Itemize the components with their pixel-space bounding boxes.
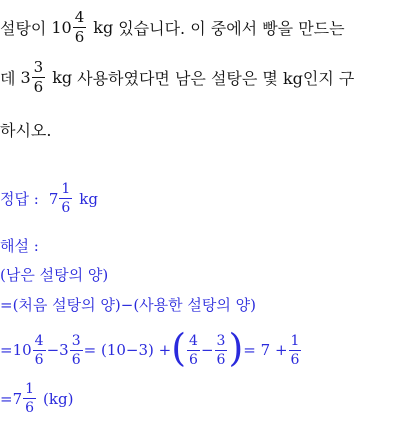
minus-sign: − <box>200 341 214 359</box>
answer-fraction <box>59 182 72 215</box>
fraction <box>33 334 46 367</box>
question-line-1 <box>0 10 345 45</box>
fraction-numerator: 1 <box>290 332 300 349</box>
fraction <box>73 10 87 45</box>
fraction-denominator: 6 <box>34 351 44 368</box>
fraction-numerator: 4 <box>74 8 85 26</box>
explanation-equation <box>0 326 302 370</box>
fraction-denominator: 6 <box>61 200 71 216</box>
mixed-number-whole: 3 <box>59 341 69 359</box>
fraction-numerator: 3 <box>71 332 81 349</box>
unit: kg <box>52 68 73 87</box>
question-text: 데 <box>0 69 16 88</box>
mixed-number-whole: 10 <box>51 18 72 37</box>
fraction <box>289 334 302 367</box>
final-fraction <box>23 382 36 415</box>
answer-whole: 7 <box>48 189 59 208</box>
fraction-denominator: 6 <box>74 28 85 46</box>
question-text: 사용하였다면 남은 설탕은 몇 kg인지 구 <box>77 69 355 88</box>
fraction <box>32 60 46 95</box>
fraction-numerator: 4 <box>189 332 198 349</box>
explanation-line-1 <box>0 264 108 285</box>
mixed-number-whole: 10 <box>12 341 32 359</box>
equals-sign: = <box>0 341 13 359</box>
fraction <box>187 334 200 367</box>
fraction-numerator: 1 <box>61 181 71 197</box>
question-text: 설탕이 <box>0 19 47 38</box>
fraction-denominator: 6 <box>25 400 35 416</box>
answer-unit: kg <box>79 189 98 208</box>
answer-line <box>0 182 98 215</box>
right-paren: ) <box>228 326 244 370</box>
explanation-line-2 <box>0 294 256 315</box>
question-line-3 <box>0 118 51 141</box>
equation-text: = (10−3) + <box>83 341 172 359</box>
left-paren: ( <box>171 326 187 370</box>
final-unit: (kg) <box>43 389 74 408</box>
explanation-text: =(처음 설탕의 양)−(사용한 설탕의 양) <box>0 296 256 314</box>
fraction <box>70 334 83 367</box>
mixed-number-whole: 3 <box>20 68 31 87</box>
question-text: 있습니다. 이 중에서 빵을 만드는 <box>118 19 345 38</box>
fraction-denominator: 6 <box>216 351 226 368</box>
minus-sign: − <box>46 341 60 359</box>
equals-sign: = <box>0 389 13 408</box>
fraction-denominator: 6 <box>71 351 81 368</box>
unit: kg <box>93 18 114 37</box>
equation-text: = 7 + <box>243 341 288 359</box>
fraction-denominator: 6 <box>290 351 300 368</box>
explanation-label-line <box>0 235 39 256</box>
answer-label: 정답 : <box>0 190 39 208</box>
fraction <box>215 334 228 367</box>
explanation-text: (남은 설탕의 양) <box>0 266 109 284</box>
question-text: 하시오. <box>0 121 52 140</box>
explanation-final <box>0 382 73 415</box>
fraction-denominator: 6 <box>189 351 198 368</box>
fraction-numerator: 4 <box>34 332 44 349</box>
fraction-numerator: 3 <box>216 332 226 349</box>
fraction-denominator: 6 <box>33 78 44 96</box>
fraction-numerator: 3 <box>33 58 44 76</box>
fraction-numerator: 1 <box>25 381 35 397</box>
explanation-label: 해설 : <box>0 237 39 255</box>
final-whole: 7 <box>12 389 23 408</box>
question-line-2 <box>0 60 354 95</box>
